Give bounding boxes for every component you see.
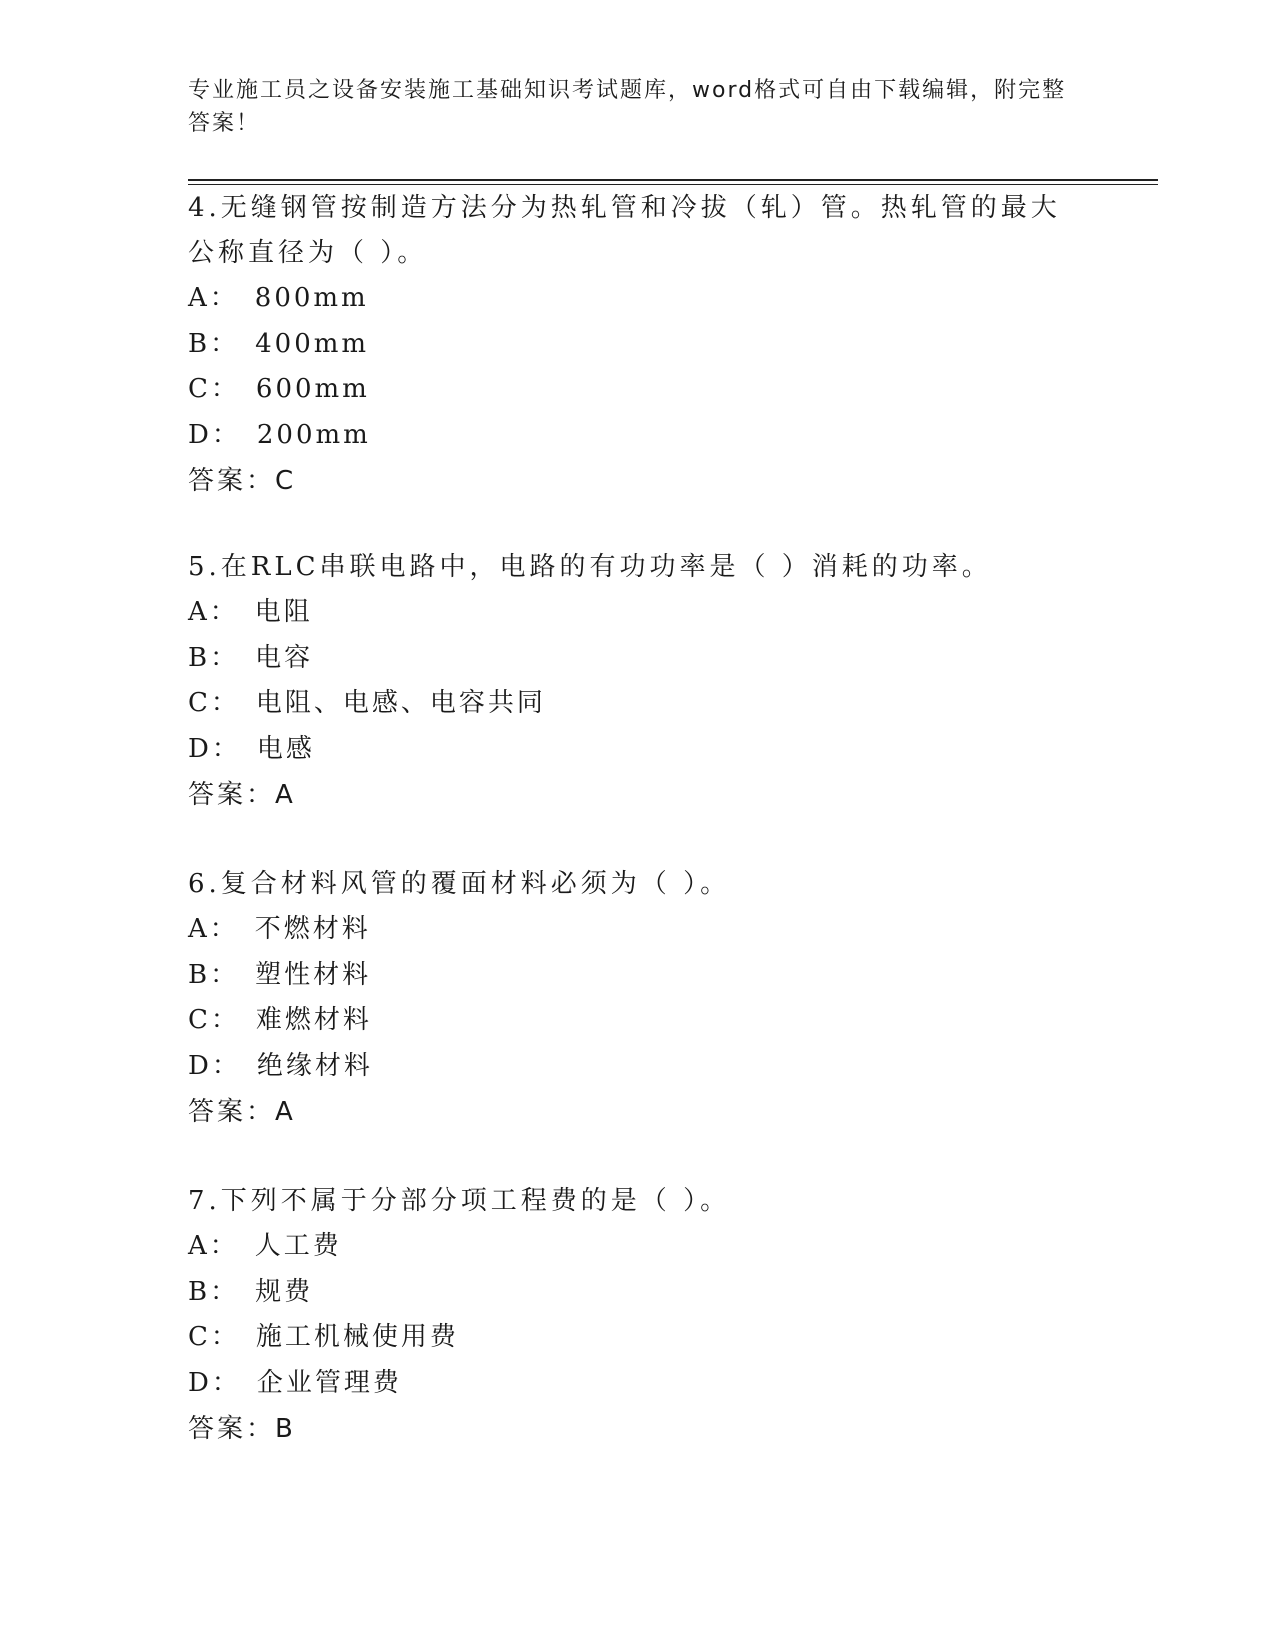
option-text: 企业管理费	[256, 1367, 402, 1398]
question-5	[188, 545, 1088, 818]
option-b	[188, 322, 1088, 368]
question-7	[188, 1179, 1088, 1452]
option-c	[188, 998, 1088, 1044]
option-key: C：	[188, 1322, 240, 1352]
question-text: 7.下列不属于分部分项工程费的是（ ）。	[188, 1186, 731, 1216]
option-a	[188, 1224, 1088, 1270]
option-key: D：	[188, 1050, 241, 1081]
option-key: A：	[188, 914, 239, 944]
option-key: D：	[188, 733, 241, 764]
answer: 答案：C	[188, 466, 297, 496]
option-text: 绝缘材料	[256, 1050, 373, 1081]
option-key: A：	[188, 597, 239, 627]
option-text: 人工费	[254, 1231, 342, 1261]
option-a	[188, 907, 1088, 953]
document-header: 专业施工员之设备安装施工基础知识考试题库，word格式可自由下载编辑，附完整答案！	[188, 78, 1067, 136]
question-text: 6.复合材料风管的覆面材料必须为（ ）。	[188, 869, 731, 899]
question-4	[188, 186, 1088, 504]
option-text: 电阻	[254, 597, 313, 627]
option-text: 不燃材料	[254, 914, 371, 944]
option-b	[188, 636, 1088, 682]
option-key: C：	[188, 688, 240, 718]
option-text: 塑性材料	[255, 959, 372, 990]
answer: 答案：A	[188, 1097, 296, 1127]
option-a	[188, 590, 1088, 636]
option-d	[188, 1361, 1088, 1407]
option-c	[188, 1315, 1088, 1361]
option-text: 600mm	[255, 374, 370, 404]
header-divider-thick	[188, 179, 1158, 181]
option-key: D：	[188, 419, 241, 450]
option-key: D：	[188, 1367, 241, 1398]
option-key: A：	[188, 283, 239, 313]
question-text: 4.无缝钢管按制造方法分为热轧管和冷拔（轧）管。热轧管的最大公称直径为（ ）。	[188, 193, 1061, 268]
option-text: 电容	[255, 642, 314, 673]
question-text: 5.在RLC串联电路中，电路的有功功率是（ ）消耗的功率。	[188, 552, 992, 582]
header-divider-thin	[188, 184, 1158, 185]
option-key: B：	[188, 642, 240, 673]
option-text: 电阻、电感、电容共同	[255, 688, 546, 718]
option-key: B：	[188, 959, 240, 990]
option-c	[188, 367, 1088, 413]
option-text: 400mm	[255, 328, 370, 359]
option-text: 800mm	[254, 283, 369, 313]
option-text: 电感	[256, 733, 315, 764]
option-b	[188, 953, 1088, 999]
option-text: 规费	[255, 1276, 314, 1307]
option-key: A：	[188, 1231, 239, 1261]
option-key: C：	[188, 374, 240, 404]
option-text: 难燃材料	[255, 1005, 372, 1035]
option-d	[188, 413, 1088, 459]
option-c	[188, 681, 1088, 727]
option-text: 200mm	[256, 419, 371, 450]
question-6	[188, 862, 1088, 1135]
option-text: 施工机械使用费	[255, 1322, 459, 1352]
answer: 答案：A	[188, 780, 296, 810]
option-key: C：	[188, 1005, 240, 1035]
option-d	[188, 1044, 1088, 1090]
option-a	[188, 276, 1088, 322]
option-key: B：	[188, 1276, 240, 1307]
option-b	[188, 1270, 1088, 1316]
option-key: B：	[188, 328, 240, 359]
option-d	[188, 727, 1088, 773]
answer: 答案：B	[188, 1414, 296, 1444]
